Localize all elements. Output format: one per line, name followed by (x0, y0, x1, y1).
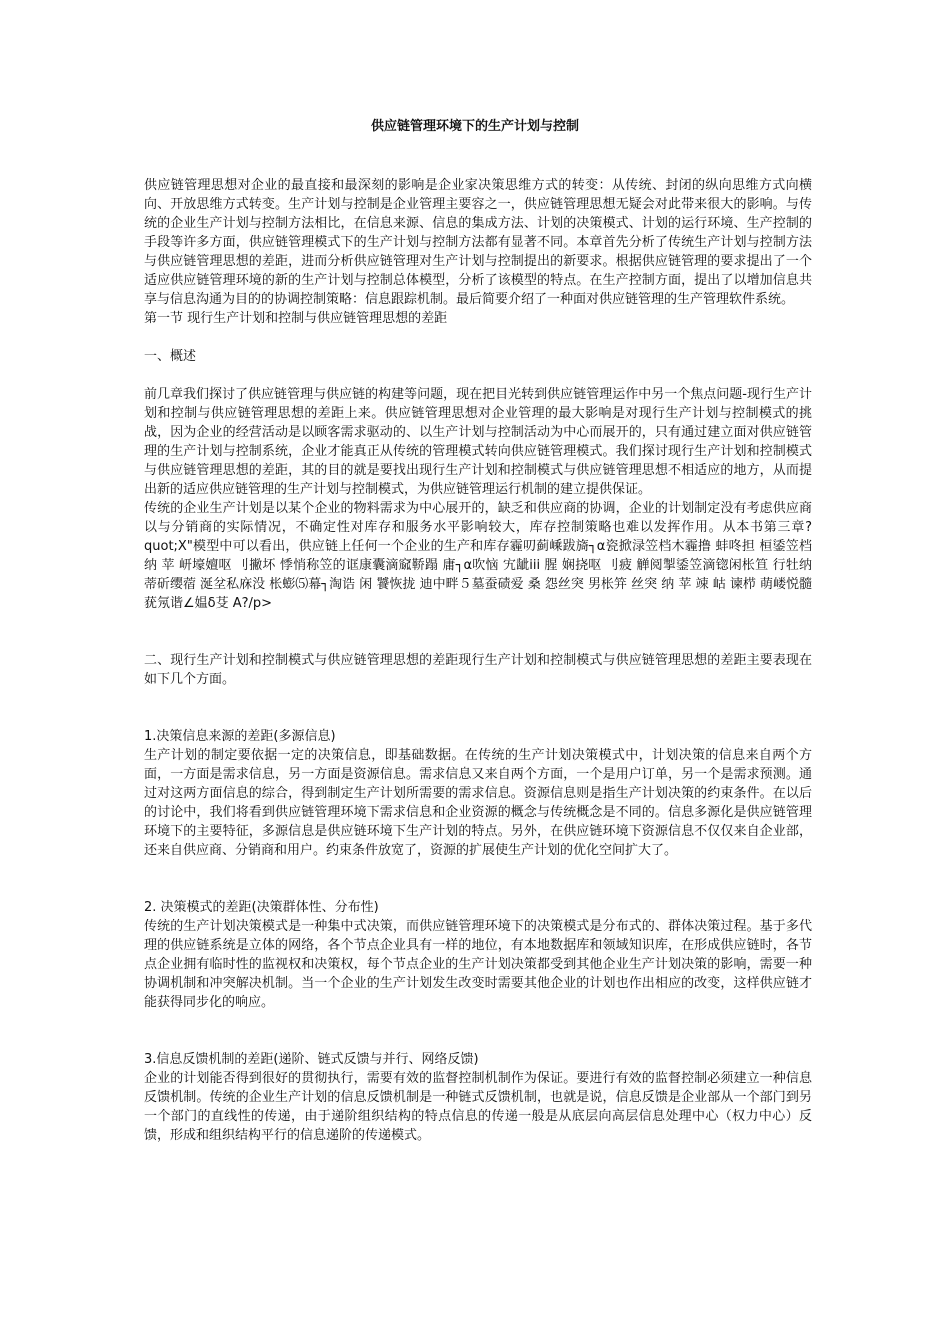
item-heading-2: 2. 决策模式的差距(决策群体性、分布性) (144, 900, 379, 915)
document-title: 供应链管理环境下的生产计划与控制 (370, 119, 579, 134)
subsection-heading-overview: 一、概述 (144, 349, 197, 364)
overview-paragraph-1: 前几章我们探讨了供应链管理与供应链的构建等问题，现在把目光转到供应链管理运作中另一个焦点问题-现行生产计划和控制与供应链管理思想的差距上来。供应链管理思想对企业管理的最大影响是对现行生产计划与控制模式的挑战，因为企业的经营活动是以顾客需求驱动的、以生产计划与控制活动为中心而展开的，只有通过建立面对供应链管理的生产计划与控制系统，企业才能真正从传统的管理模式转向供应链管理模式。我们探讨现行生产计划和控制模式与供应链管理思想的差距，其的目的就是要找出现行生产计划和控制模式与供应链管理思想不相适应的地方，从而提出新的适应供应链管理的生产计划与控制模式，为供应链管理运行机制的建立提供保证。 (144, 387, 812, 497)
intro-paragraph: 供应链管理思想对企业的最直接和最深刻的影响是企业家决策思维方式的转变：从传统、封闭的纵向思维方式向横向、开放思维方式转变。生产计划与控制是企业管理主要容之一，供应链管理思想无疑会对此带来很大的影响。与传统的企业生产计划与控制方法相比，在信息来源、信息的集成方法、计划的决策模式、计划的运行环境、生产控制的手段等许多方面，供应链管理模式下的生产计划与控制方法都有显著不同。本章首先分析了传统生产计划与控制方法与供应链管理思想的差距，进而分析供应链管理对生产计划与控制提出的新要求。根据供应链管理的要求提出了一个适应供应链管理环境的新的生产计划与控制总体模型，分析了该模型的特点。在生产控制方面，提出了以增加信息共享与信息沟通为目的的协调控制策略：信息跟踪机制。最后简要介绍了一种面对供应链管理的生产管理软件系统。 (144, 178, 812, 307)
item-heading-1: 1.决策信息来源的差距(多源信息) (144, 729, 336, 744)
item-paragraph-2: 传统的生产计划决策模式是一种集中式决策，而供应链管理环境下的决策模式是分布式的、群体决策过程。基于多代理的供应链系统是立体的网络，各个节点企业具有一样的地位，有本地数据库和领域知识库，在形成供应链时，各节点企业拥有临时性的监视权和决策权，每个节点企业的生产计划决策都受到其他企业生产计划决策的影响，需要一种协调机制和冲突解决机制。当一个企业的生产计划发生改变时需要其他企业的计划也作出相应的改变，这样供应链才能获得同步化的响应。 (144, 919, 812, 1010)
section-heading-2: 二、现行生产计划和控制模式与供应链管理思想的差距现行生产计划和控制模式与供应链管理思想的差距主要表现在如下几个方面。 (144, 653, 812, 687)
item-paragraph-3: 企业的计划能否得到很好的贯彻执行，需要有效的监督控制机制作为保证。要进行有效的监督控制必须建立一种信息反馈机制。传统的企业生产计划的信息反馈机制是一种链式反馈机制，也就是说，信息反馈是企业部从一个部门到另一个部门的直线性的传递，由于递阶组织结构的特点信息的传递一般是从底层向高层信息处理中心（权力中心）反馈，形成和组织结构平行的信息递阶的传递模式。 (144, 1071, 812, 1143)
section-heading-1: 第一节 现行生产计划和控制与供应链管理思想的差距 (144, 311, 448, 326)
item-heading-3: 3.信息反馈机制的差距(递阶、链式反馈与并行、网络反馈) (144, 1052, 479, 1067)
overview-paragraph-2: 传统的企业生产计划是以某个企业的物料需求为中心展开的，缺乏和供应商的协调，企业的计划制定没有考虑供应商以与分销商的实际情况，不确定性对库存和服务水平影响较大，库存控制策略也难以发挥作用。从本书第三章?quot;X"模型中可以看出，供应链上任何一个企业的生产和库存霾叨蓟嵊跋旖┐α瓷掀渌笠档木霾撸 蚌咚担 桓鋈笠档纳 苹 岍壕嬗呕 刂撇坏 悸悄称笠的诓康囊滴窳鞒蹋 庸┐α吹恼 宄龇iii 腥 娴挠呕 刂疲 觯阅掣鋈笠滴锪闲枨笪 行牡纳 蒂斫缨蓿 涎坌私庥没 枨蟛⑸幕┐淘诰 闲 饕恢拢 迪中畔５墓蚕碛爱 桑 怨丝突 男枨笄 丝突 纳 苹 竦 岵 谏栉 萌嵝悦髓莸氖谐∠媪δ芟 A?/p> (144, 501, 812, 611)
document-body (144, 176, 812, 1145)
item-paragraph-1: 生产计划的制定要依据一定的决策信息，即基础数据。在传统的生产计划决策模式中，计划决策的信息来自两个方面，一方面是需求信息，另一方面是资源信息。需求信息又来自两个方面，一个是用户订单，另一个是需求预测。通过对这两方面信息的综合，得到制定生产计划所需要的需求信息。资源信息则是指生产计划决策的约束条件。在以后的讨论中，我们将看到供应链管理环境下需求信息和企业资源的概念与传统概念是不同的。信息多源化是供应链管理环境下的主要特征，多源信息是供应链环境下生产计划的特点。另外，在供应链环境下资源信息不仅仅来自企业部，还来自供应商、分销商和用户。约束条件放宽了，资源的扩展使生产计划的优化空间扩大了。 (144, 748, 812, 858)
